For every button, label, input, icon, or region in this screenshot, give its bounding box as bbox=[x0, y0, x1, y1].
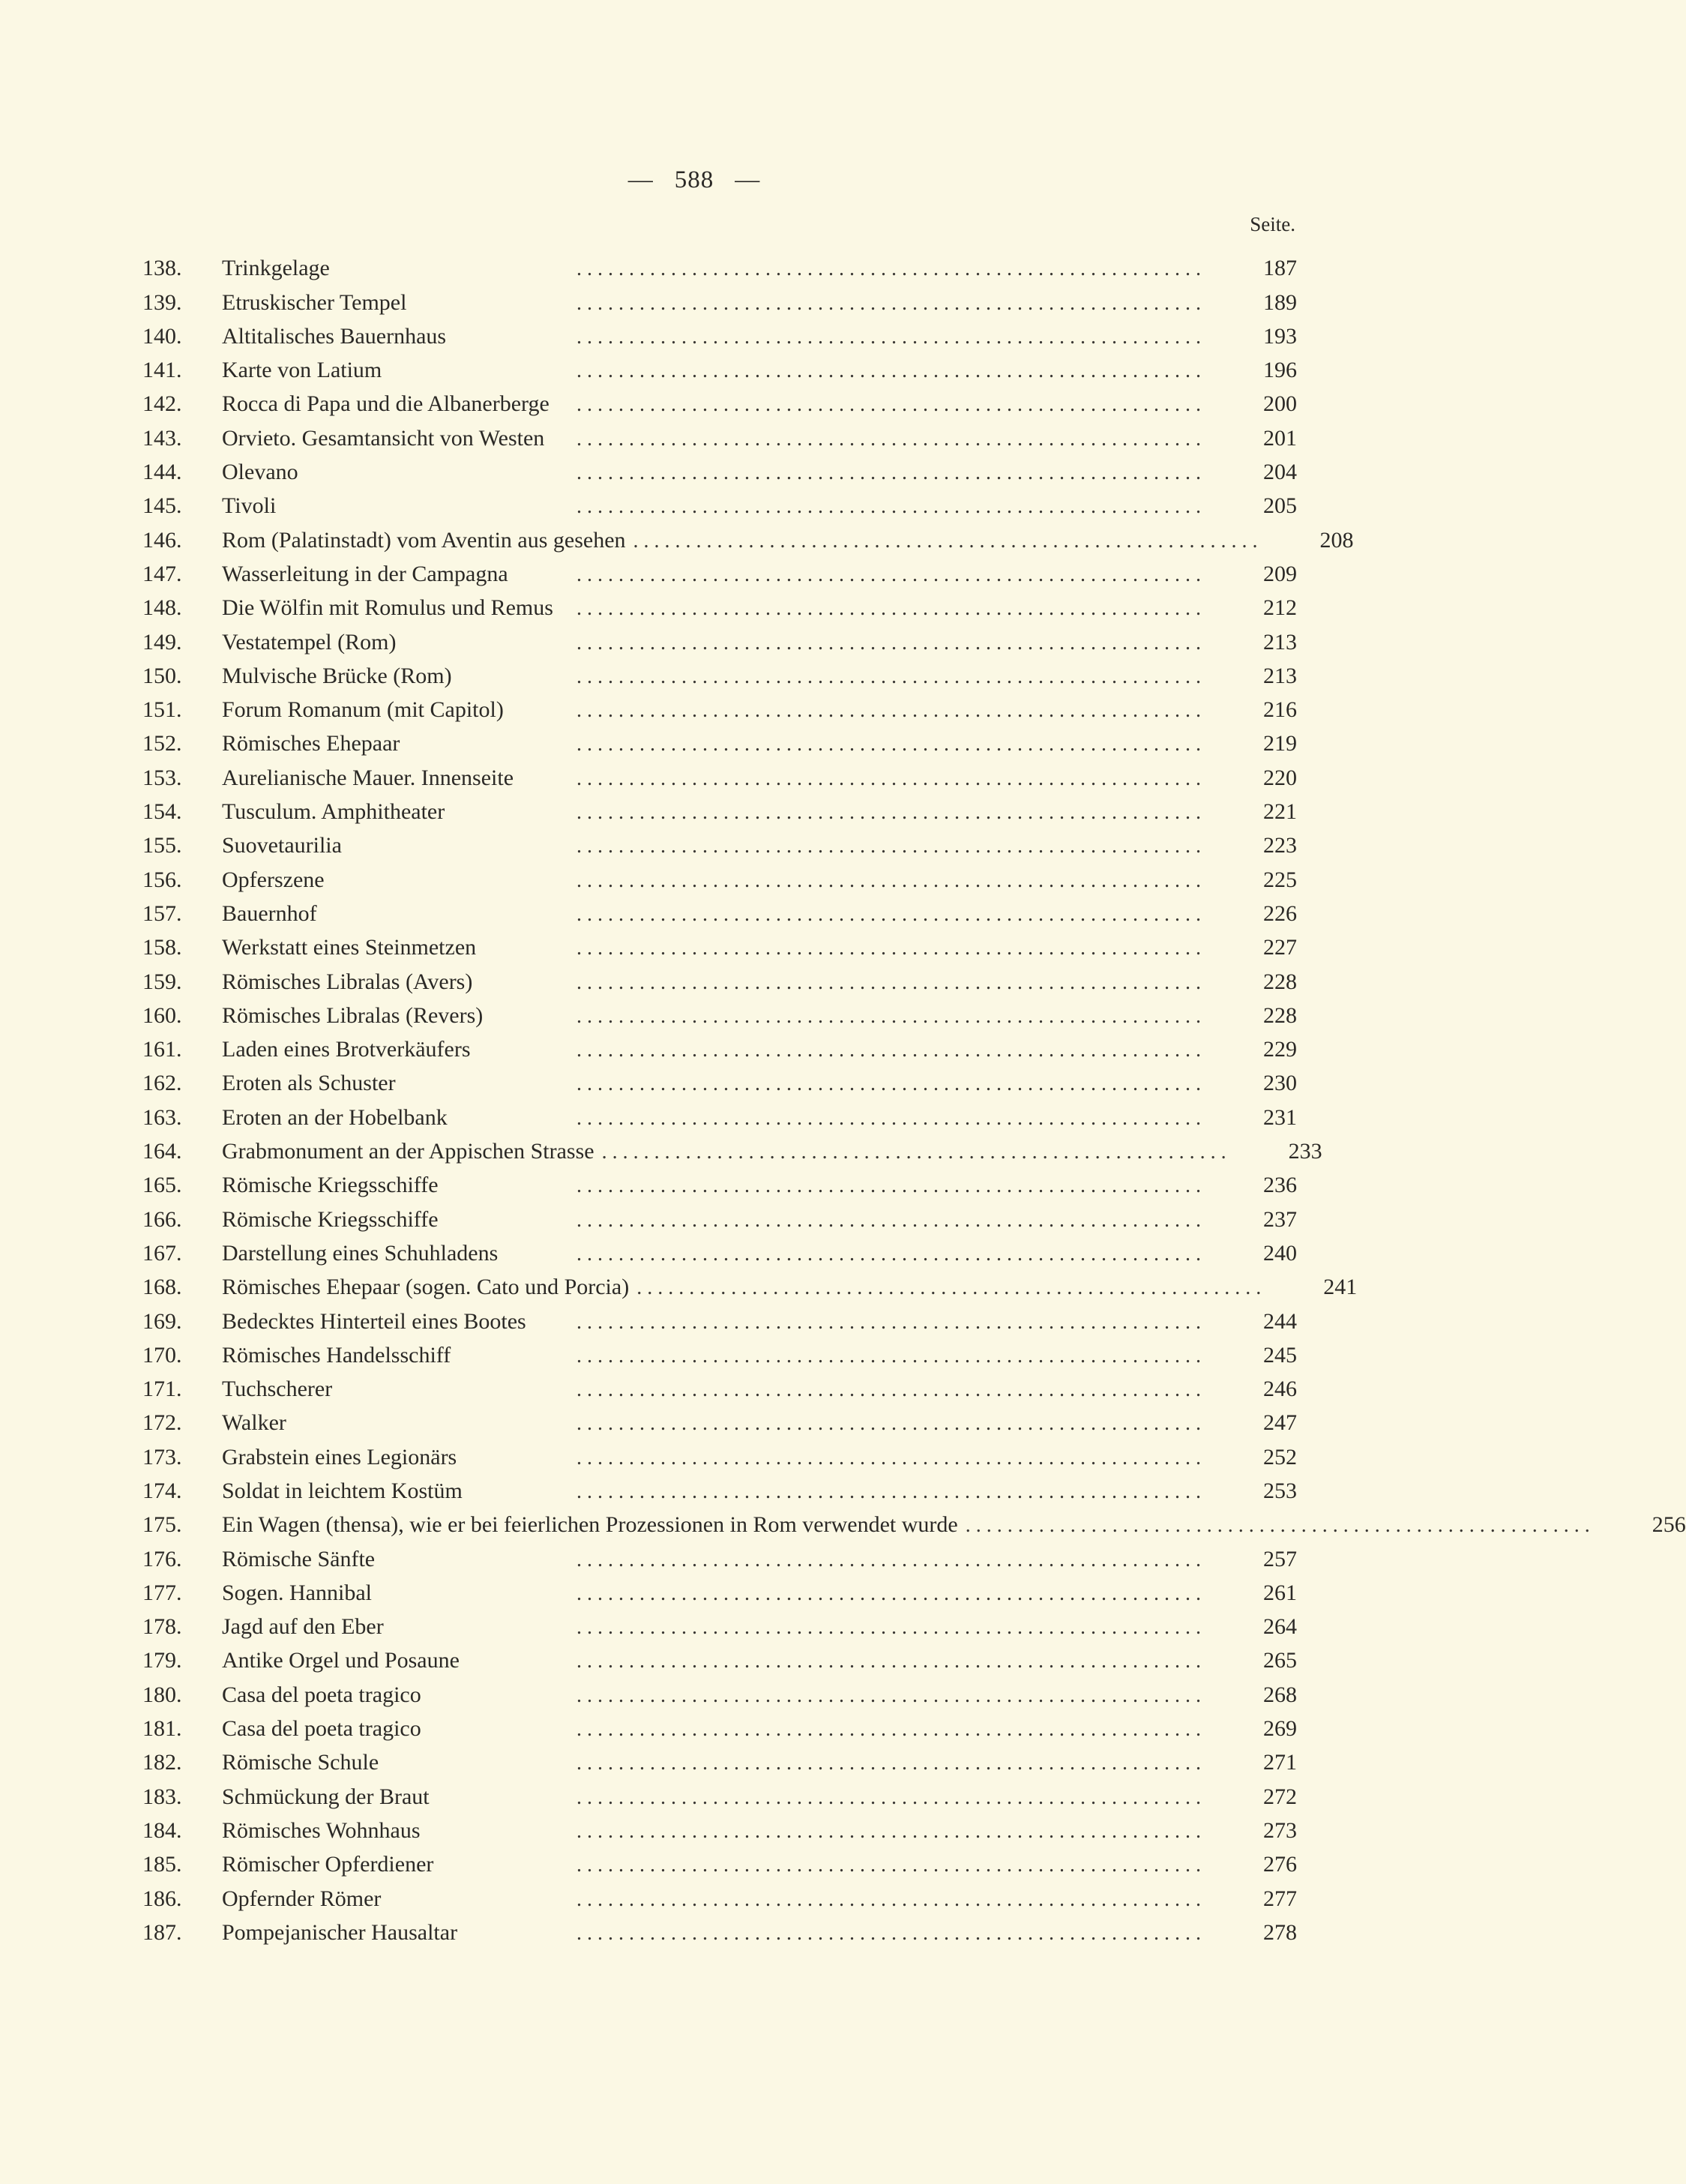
entry-number: 150. bbox=[142, 663, 182, 688]
list-item bbox=[142, 1233, 1297, 1266]
entry-title: Casa del poeta tragico bbox=[222, 1682, 421, 1707]
list-item bbox=[142, 587, 1297, 621]
entry-number: 182. bbox=[142, 1750, 182, 1775]
entry-page: 271 bbox=[1263, 1750, 1297, 1775]
entry-page: 273 bbox=[1263, 1817, 1297, 1843]
entry-title: Opfernder Römer bbox=[222, 1886, 382, 1911]
dot-leader: . . . . . . . . . . . . . . . . . . . . . . . . . . . . . . . . . . . . . . . . . . . . . . . . . . . . . . . . . . . . bbox=[576, 1479, 1201, 1503]
entry-title: Altitalisches Bauernhaus bbox=[222, 323, 447, 349]
list-item bbox=[142, 1300, 1297, 1334]
entry-title: Soldat in leichtem Kostüm bbox=[222, 1478, 463, 1503]
dot-leader: . . . . . . . . . . . . . . . . . . . . . . . . . . . . . . . . . . . . . . . . . . . . . . . . . . . . . . . . . . . . bbox=[576, 461, 1201, 485]
entry-page: 226 bbox=[1263, 900, 1297, 926]
entry-number: 161. bbox=[142, 1037, 182, 1062]
entry-title: Vestatempel (Rom) bbox=[222, 629, 397, 655]
dot-leader: . . . . . . . . . . . . . . . . . . . . . . . . . . . . . . . . . . . . . . . . . . . . . . . . . . . . . . . . . . . . bbox=[576, 631, 1201, 655]
entry-number: 147. bbox=[142, 561, 182, 586]
entry-page: 247 bbox=[1263, 1410, 1297, 1436]
entry-title: Laden eines Brotverkäufers bbox=[222, 1037, 471, 1062]
list-item bbox=[142, 1606, 1297, 1640]
list-item bbox=[142, 1572, 1297, 1606]
entry-title: Wasserleitung in der Campagna bbox=[222, 561, 508, 586]
list-item bbox=[142, 1096, 1297, 1130]
entry-title: Bauernhof bbox=[222, 900, 317, 926]
entry-page: 228 bbox=[1263, 1002, 1297, 1028]
list-item bbox=[142, 1402, 1297, 1436]
entry-title: Opferszene bbox=[222, 867, 325, 892]
entry-title: Grabstein eines Legionärs bbox=[222, 1444, 457, 1469]
dot-leader: . . . . . . . . . . . . . . . . . . . . . . . . . . . . . . . . . . . . . . . . . . . . . . . . . . . . . . . . . . . . bbox=[576, 1718, 1201, 1742]
entry-page: 228 bbox=[1263, 969, 1297, 994]
entry-title: Orvieto. Gesamtansicht von Westen bbox=[222, 425, 545, 451]
list-item bbox=[142, 960, 1297, 994]
entry-title: Sogen. Hannibal bbox=[222, 1580, 372, 1605]
entry-number: 151. bbox=[142, 697, 182, 723]
entry-title: Karte von Latium bbox=[222, 358, 382, 383]
entry-title: Werkstatt eines Steinmetzen bbox=[222, 935, 477, 960]
entry-number: 141. bbox=[142, 358, 182, 383]
entry-title: Casa del poeta tragico bbox=[222, 1716, 421, 1742]
list-item bbox=[142, 995, 1297, 1029]
entry-title: Walker bbox=[222, 1410, 286, 1436]
list-item bbox=[142, 756, 1297, 790]
dot-leader: . . . . . . . . . . . . . . . . . . . . . . . . . . . . . . . . . . . . . . . . . . . . . . . . . . . . . . . . . . . . bbox=[576, 1242, 1201, 1266]
dash-right: — bbox=[735, 166, 761, 193]
dot-leader: . . . . . . . . . . . . . . . . . . . . . . . . . . . . . . . . . . . . . . . . . . . . . . . . . . . . . . . . . . . . bbox=[576, 1921, 1201, 1945]
entry-page: 216 bbox=[1263, 697, 1297, 723]
dot-leader: . . . . . . . . . . . . . . . . . . . . . . . . . . . . . . . . . . . . . . . . . . . . . . . . . . . . . . . . . . . . bbox=[576, 1004, 1201, 1028]
entry-number: 179. bbox=[142, 1648, 182, 1673]
entry-title: Römische Kriegsschiffe bbox=[222, 1206, 439, 1232]
dot-leader: . . . . . . . . . . . . . . . . . . . . . . . . . . . . . . . . . . . . . . . . . . . . . . . . . . . . . . . . . . . . bbox=[576, 393, 1201, 417]
list-item bbox=[142, 1742, 1297, 1775]
entry-number: 149. bbox=[142, 629, 182, 655]
entry-title: Pompejanischer Hausaltar bbox=[222, 1919, 458, 1945]
entry-number: 158. bbox=[142, 935, 182, 960]
dot-leader: . . . . . . . . . . . . . . . . . . . . . . . . . . . . . . . . . . . . . . . . . . . . . . . . . . . . . . . . . . . . bbox=[601, 1140, 1226, 1164]
entry-number: 183. bbox=[142, 1784, 182, 1809]
entry-number: 177. bbox=[142, 1580, 182, 1605]
entry-number: 171. bbox=[142, 1377, 182, 1402]
entry-title: Römische Schule bbox=[222, 1750, 379, 1775]
entry-page: 221 bbox=[1263, 799, 1297, 825]
list-item bbox=[142, 1164, 1297, 1198]
entry-title: Antike Orgel und Posaune bbox=[222, 1648, 460, 1673]
entry-number: 145. bbox=[142, 493, 182, 519]
entry-page: 201 bbox=[1263, 425, 1297, 451]
entry-title: Suovetaurilia bbox=[222, 833, 342, 858]
entry-page: 196 bbox=[1263, 358, 1297, 383]
entry-title: Römisches Libralas (Avers) bbox=[222, 969, 473, 994]
entry-page: 269 bbox=[1263, 1716, 1297, 1742]
list-item bbox=[142, 1810, 1297, 1844]
entry-number: 185. bbox=[142, 1852, 182, 1877]
entry-page: 253 bbox=[1263, 1478, 1297, 1503]
page-column-label: Seite. bbox=[1250, 213, 1295, 235]
list-item bbox=[142, 621, 1297, 655]
entry-title: Römische Kriegsschiffe bbox=[222, 1173, 439, 1198]
entry-page: 229 bbox=[1263, 1037, 1297, 1062]
entry-page: 209 bbox=[1263, 561, 1297, 586]
entry-title: Tuchscherer bbox=[222, 1377, 333, 1402]
dot-leader: . . . . . . . . . . . . . . . . . . . . . . . . . . . . . . . . . . . . . . . . . . . . . . . . . . . . . . . . . . . . bbox=[576, 664, 1201, 688]
dot-leader: . . . . . . . . . . . . . . . . . . . . . . . . . . . . . . . . . . . . . . . . . . . . . . . . . . . . . . . . . . . . bbox=[576, 1344, 1201, 1368]
entry-number: 167. bbox=[142, 1240, 182, 1266]
list-item bbox=[142, 1470, 1297, 1504]
dot-leader: . . . . . . . . . . . . . . . . . . . . . . . . . . . . . . . . . . . . . . . . . . . . . . . . . . . . . . . . . . . . bbox=[576, 1887, 1201, 1911]
entry-page: 193 bbox=[1263, 323, 1297, 349]
list-item bbox=[142, 1368, 1297, 1402]
page-number-header bbox=[0, 166, 1388, 194]
entry-page: 237 bbox=[1263, 1206, 1297, 1232]
dot-leader: . . . . . . . . . . . . . . . . . . . . . . . . . . . . . . . . . . . . . . . . . . . . . . . . . . . . . . . . . . . . bbox=[576, 1751, 1201, 1775]
list-item bbox=[142, 1844, 1297, 1877]
list-item bbox=[142, 281, 1297, 315]
list-item bbox=[142, 451, 1297, 485]
entry-title: Ein Wagen (thensa), wie er bei feierlichen Prozessionen in Rom verwendet wurde bbox=[222, 1512, 958, 1538]
entry-title: Etruskischer Tempel bbox=[222, 289, 407, 315]
entry-number: 172. bbox=[142, 1410, 182, 1436]
dot-leader: . . . . . . . . . . . . . . . . . . . . . . . . . . . . . . . . . . . . . . . . . . . . . . . . . . . . . . . . . . . . bbox=[576, 1208, 1201, 1232]
entry-title: Rom (Palatinstadt) vom Aventin aus gesehen bbox=[222, 527, 626, 553]
entry-number: 175. bbox=[142, 1512, 182, 1538]
entry-page: 264 bbox=[1263, 1614, 1297, 1640]
entry-page: 236 bbox=[1263, 1173, 1297, 1198]
entry-page: 204 bbox=[1263, 460, 1297, 485]
entry-number: 153. bbox=[142, 765, 182, 790]
entry-title: Aurelianische Mauer. Innenseite bbox=[222, 765, 514, 790]
entry-title: Eroten als Schuster bbox=[222, 1071, 396, 1096]
dot-leader: . . . . . . . . . . . . . . . . . . . . . . . . . . . . . . . . . . . . . . . . . . . . . . . . . . . . . . . . . . . . bbox=[576, 699, 1201, 723]
entry-page: 240 bbox=[1263, 1240, 1297, 1266]
dot-leader: . . . . . . . . . . . . . . . . . . . . . . . . . . . . . . . . . . . . . . . . . . . . . . . . . . . . . . . . . . . . bbox=[576, 801, 1201, 825]
entry-number: 146. bbox=[142, 527, 182, 553]
entry-page: 200 bbox=[1263, 391, 1297, 417]
dot-leader: . . . . . . . . . . . . . . . . . . . . . . . . . . . . . . . . . . . . . . . . . . . . . . . . . . . . . . . . . . . . bbox=[576, 427, 1201, 451]
list-item bbox=[142, 417, 1297, 451]
entry-title: Römische Sänfte bbox=[222, 1546, 376, 1571]
dot-leader: . . . . . . . . . . . . . . . . . . . . . . . . . . . . . . . . . . . . . . . . . . . . . . . . . . . . . . . . . . . . bbox=[576, 495, 1201, 519]
entry-number: 148. bbox=[142, 595, 182, 621]
entry-number: 154. bbox=[142, 799, 182, 825]
entry-page: 246 bbox=[1263, 1377, 1297, 1402]
dot-leader: . . . . . . . . . . . . . . . . . . . . . . . . . . . . . . . . . . . . . . . . . . . . . . . . . . . . . . . . . . . . bbox=[636, 1276, 1262, 1300]
entry-title: Forum Romanum (mit Capitol) bbox=[222, 697, 504, 723]
list-item bbox=[142, 553, 1297, 587]
dot-leader: . . . . . . . . . . . . . . . . . . . . . . . . . . . . . . . . . . . . . . . . . . . . . . . . . . . . . . . . . . . . bbox=[576, 562, 1201, 586]
entry-page: 265 bbox=[1263, 1648, 1297, 1673]
dot-leader: . . . . . . . . . . . . . . . . . . . . . . . . . . . . . . . . . . . . . . . . . . . . . . . . . . . . . . . . . . . . bbox=[576, 291, 1201, 315]
list-item bbox=[142, 1062, 1297, 1096]
entry-page: 276 bbox=[1263, 1852, 1297, 1877]
entry-page: 261 bbox=[1263, 1580, 1297, 1605]
entry-page: 219 bbox=[1263, 731, 1297, 756]
entry-title: Trinkgelage bbox=[222, 256, 330, 281]
entry-page: 187 bbox=[1263, 256, 1297, 281]
entry-page: 277 bbox=[1263, 1886, 1297, 1911]
list-item bbox=[142, 1131, 1322, 1164]
list-item bbox=[142, 791, 1297, 825]
entry-page: 244 bbox=[1263, 1308, 1297, 1334]
entry-title: Römisches Wohnhaus bbox=[222, 1817, 421, 1843]
list-item bbox=[142, 1029, 1297, 1062]
list-item bbox=[142, 1877, 1297, 1911]
entry-page: 278 bbox=[1263, 1919, 1297, 1945]
entry-title: Römischer Opferdiener bbox=[222, 1852, 434, 1877]
dot-leader: . . . . . . . . . . . . . . . . . . . . . . . . . . . . . . . . . . . . . . . . . . . . . . . . . . . . . . . . . . . . bbox=[576, 868, 1201, 892]
entry-page: 257 bbox=[1263, 1546, 1297, 1571]
list-item bbox=[142, 723, 1297, 756]
list-item bbox=[142, 825, 1297, 858]
entry-number: 138. bbox=[142, 256, 182, 281]
entry-number: 169. bbox=[142, 1308, 182, 1334]
entry-number: 180. bbox=[142, 1682, 182, 1707]
page-number: 588 bbox=[674, 166, 714, 193]
entry-page: 231 bbox=[1263, 1104, 1297, 1130]
list-item bbox=[142, 1335, 1297, 1368]
entry-page: 223 bbox=[1263, 833, 1297, 858]
dot-leader: . . . . . . . . . . . . . . . . . . . . . . . . . . . . . . . . . . . . . . . . . . . . . . . . . . . . . . . . . . . . bbox=[576, 970, 1201, 994]
dot-leader: . . . . . . . . . . . . . . . . . . . . . . . . . . . . . . . . . . . . . . . . . . . . . . . . . . . . . . . . . . . . bbox=[576, 834, 1201, 858]
dot-leader: . . . . . . . . . . . . . . . . . . . . . . . . . . . . . . . . . . . . . . . . . . . . . . . . . . . . . . . . . . . . bbox=[576, 257, 1201, 281]
dot-leader: . . . . . . . . . . . . . . . . . . . . . . . . . . . . . . . . . . . . . . . . . . . . . . . . . . . . . . . . . . . . bbox=[576, 1412, 1201, 1436]
entry-title: Olevano bbox=[222, 460, 298, 485]
entry-number: 170. bbox=[142, 1342, 182, 1368]
entry-title: Mulvische Brücke (Rom) bbox=[222, 663, 452, 688]
list-item bbox=[142, 349, 1297, 383]
dash-left: — bbox=[627, 166, 654, 193]
entry-number: 165. bbox=[142, 1173, 182, 1198]
entry-title: Rocca di Papa und die Albanerberge bbox=[222, 391, 550, 417]
entry-page: 225 bbox=[1263, 867, 1297, 892]
entry-number: 184. bbox=[142, 1817, 182, 1843]
dot-leader: . . . . . . . . . . . . . . . . . . . . . . . . . . . . . . . . . . . . . . . . . . . . . . . . . . . . . . . . . . . . bbox=[576, 1174, 1201, 1198]
dot-leader: . . . . . . . . . . . . . . . . . . . . . . . . . . . . . . . . . . . . . . . . . . . . . . . . . . . . . . . . . . . . bbox=[576, 936, 1201, 960]
entry-number: 159. bbox=[142, 969, 182, 994]
entry-number: 173. bbox=[142, 1444, 182, 1469]
entry-number: 178. bbox=[142, 1614, 182, 1640]
entry-title: Römisches Handelsschiff bbox=[222, 1342, 451, 1368]
list-item bbox=[142, 893, 1297, 927]
entry-title: Tivoli bbox=[222, 493, 277, 519]
entry-page: 213 bbox=[1263, 629, 1297, 655]
entry-page: 230 bbox=[1263, 1071, 1297, 1096]
dot-leader: . . . . . . . . . . . . . . . . . . . . . . . . . . . . . . . . . . . . . . . . . . . . . . . . . . . . . . . . . . . . bbox=[576, 1038, 1201, 1062]
entry-page: 272 bbox=[1263, 1784, 1297, 1809]
entry-title: Darstellung eines Schuhladens bbox=[222, 1240, 499, 1266]
entry-number: 144. bbox=[142, 460, 182, 485]
dot-leader: . . . . . . . . . . . . . . . . . . . . . . . . . . . . . . . . . . . . . . . . . . . . . . . . . . . . . . . . . . . . bbox=[576, 1683, 1201, 1707]
entry-title: Römisches Libralas (Revers) bbox=[222, 1002, 484, 1028]
entry-page: 268 bbox=[1263, 1682, 1297, 1707]
entry-number: 142. bbox=[142, 391, 182, 417]
list-item bbox=[142, 383, 1297, 417]
dot-leader: . . . . . . . . . . . . . . . . . . . . . . . . . . . . . . . . . . . . . . . . . . . . . . . . . . . . . . . . . . . . bbox=[633, 529, 1258, 553]
entry-number: 156. bbox=[142, 867, 182, 892]
entry-number: 168. bbox=[142, 1275, 182, 1300]
dot-leader: . . . . . . . . . . . . . . . . . . . . . . . . . . . . . . . . . . . . . . . . . . . . . . . . . . . . . . . . . . . . bbox=[576, 597, 1201, 621]
illustration-list bbox=[142, 247, 1686, 1946]
dot-leader: . . . . . . . . . . . . . . . . . . . . . . . . . . . . . . . . . . . . . . . . . . . . . . . . . . . . . . . . . . . . bbox=[576, 902, 1201, 926]
entry-page: 233 bbox=[1288, 1139, 1322, 1164]
dot-leader: . . . . . . . . . . . . . . . . . . . . . . . . . . . . . . . . . . . . . . . . . . . . . . . . . . . . . . . . . . . . bbox=[576, 1378, 1201, 1402]
entry-number: 143. bbox=[142, 425, 182, 451]
entry-page: 241 bbox=[1323, 1275, 1358, 1300]
entry-number: 140. bbox=[142, 323, 182, 349]
entry-number: 166. bbox=[142, 1206, 182, 1232]
entry-page: 212 bbox=[1263, 595, 1297, 621]
entry-number: 157. bbox=[142, 900, 182, 926]
dot-leader: . . . . . . . . . . . . . . . . . . . . . . . . . . . . . . . . . . . . . . . . . . . . . . . . . . . . . . . . . . . . bbox=[576, 1649, 1201, 1673]
list-item bbox=[142, 247, 1297, 281]
entry-title: Römisches Ehepaar (sogen. Cato und Porcia) bbox=[222, 1275, 630, 1300]
entry-title: Eroten an der Hobelbank bbox=[222, 1104, 448, 1130]
dot-leader: . . . . . . . . . . . . . . . . . . . . . . . . . . . . . . . . . . . . . . . . . . . . . . . . . . . . . . . . . . . . bbox=[576, 325, 1201, 349]
entry-number: 187. bbox=[142, 1919, 182, 1945]
entry-number: 174. bbox=[142, 1478, 182, 1503]
entry-page: 213 bbox=[1263, 663, 1297, 688]
list-item bbox=[142, 519, 1354, 553]
entry-number: 139. bbox=[142, 289, 182, 315]
list-item bbox=[142, 1198, 1297, 1232]
dot-leader: . . . . . . . . . . . . . . . . . . . . . . . . . . . . . . . . . . . . . . . . . . . . . . . . . . . . . . . . . . . . bbox=[576, 766, 1201, 790]
list-item bbox=[142, 1775, 1297, 1809]
dot-leader: . . . . . . . . . . . . . . . . . . . . . . . . . . . . . . . . . . . . . . . . . . . . . . . . . . . . . . . . . . . . bbox=[576, 1106, 1201, 1130]
entry-title: Jagd auf den Eber bbox=[222, 1614, 384, 1640]
list-item bbox=[142, 655, 1297, 689]
dot-leader: . . . . . . . . . . . . . . . . . . . . . . . . . . . . . . . . . . . . . . . . . . . . . . . . . . . . . . . . . . . . bbox=[576, 1310, 1201, 1334]
entry-page: 208 bbox=[1319, 527, 1354, 553]
entry-page: 256 bbox=[1652, 1512, 1686, 1538]
entry-page: 220 bbox=[1263, 765, 1297, 790]
entry-number: 164. bbox=[142, 1139, 182, 1164]
list-item bbox=[142, 858, 1297, 892]
list-item bbox=[142, 1912, 1297, 1946]
entry-title: Grabmonument an der Appischen Strasse bbox=[222, 1139, 594, 1164]
dot-leader: . . . . . . . . . . . . . . . . . . . . . . . . . . . . . . . . . . . . . . . . . . . . . . . . . . . . . . . . . . . . bbox=[576, 1446, 1201, 1469]
entry-title: Schmückung der Braut bbox=[222, 1784, 430, 1809]
dot-leader: . . . . . . . . . . . . . . . . . . . . . . . . . . . . . . . . . . . . . . . . . . . . . . . . . . . . . . . . . . . . bbox=[576, 1853, 1201, 1877]
entry-title: Bedecktes Hinterteil eines Bootes bbox=[222, 1308, 526, 1334]
entry-page: 227 bbox=[1263, 935, 1297, 960]
entry-page: 189 bbox=[1263, 289, 1297, 315]
list-item bbox=[142, 1504, 1686, 1538]
entry-title: Die Wölfin mit Romulus und Remus bbox=[222, 595, 553, 621]
entry-number: 176. bbox=[142, 1546, 182, 1571]
dot-leader: . . . . . . . . . . . . . . . . . . . . . . . . . . . . . . . . . . . . . . . . . . . . . . . . . . . . . . . . . . . . bbox=[576, 1072, 1201, 1096]
list-item bbox=[142, 1708, 1297, 1742]
entry-number: 186. bbox=[142, 1886, 182, 1911]
entry-page: 205 bbox=[1263, 493, 1297, 519]
list-item bbox=[142, 1640, 1297, 1673]
entry-page: 252 bbox=[1263, 1444, 1297, 1469]
list-item bbox=[142, 1266, 1358, 1300]
list-item bbox=[142, 1673, 1297, 1707]
list-item bbox=[142, 485, 1297, 519]
list-item bbox=[142, 689, 1297, 723]
dot-leader: . . . . . . . . . . . . . . . . . . . . . . . . . . . . . . . . . . . . . . . . . . . . . . . . . . . . . . . . . . . . bbox=[965, 1514, 1590, 1538]
dot-leader: . . . . . . . . . . . . . . . . . . . . . . . . . . . . . . . . . . . . . . . . . . . . . . . . . . . . . . . . . . . . bbox=[576, 1581, 1201, 1605]
list-item bbox=[142, 316, 1297, 349]
dot-leader: . . . . . . . . . . . . . . . . . . . . . . . . . . . . . . . . . . . . . . . . . . . . . . . . . . . . . . . . . . . . bbox=[576, 732, 1201, 756]
entry-number: 152. bbox=[142, 731, 182, 756]
dot-leader: . . . . . . . . . . . . . . . . . . . . . . . . . . . . . . . . . . . . . . . . . . . . . . . . . . . . . . . . . . . . bbox=[576, 1547, 1201, 1571]
entry-number: 163. bbox=[142, 1104, 182, 1130]
list-item bbox=[142, 1538, 1297, 1571]
entry-number: 162. bbox=[142, 1071, 182, 1096]
entry-title: Tusculum. Amphitheater bbox=[222, 799, 445, 825]
list-item bbox=[142, 1436, 1297, 1469]
entry-number: 160. bbox=[142, 1002, 182, 1028]
dot-leader: . . . . . . . . . . . . . . . . . . . . . . . . . . . . . . . . . . . . . . . . . . . . . . . . . . . . . . . . . . . . bbox=[576, 1785, 1201, 1809]
dot-leader: . . . . . . . . . . . . . . . . . . . . . . . . . . . . . . . . . . . . . . . . . . . . . . . . . . . . . . . . . . . . bbox=[576, 1819, 1201, 1843]
entry-number: 155. bbox=[142, 833, 182, 858]
list-item bbox=[142, 927, 1297, 960]
entry-page: 245 bbox=[1263, 1342, 1297, 1368]
entry-number: 181. bbox=[142, 1716, 182, 1742]
dot-leader: . . . . . . . . . . . . . . . . . . . . . . . . . . . . . . . . . . . . . . . . . . . . . . . . . . . . . . . . . . . . bbox=[576, 359, 1201, 383]
entry-title: Römisches Ehepaar bbox=[222, 731, 400, 756]
dot-leader: . . . . . . . . . . . . . . . . . . . . . . . . . . . . . . . . . . . . . . . . . . . . . . . . . . . . . . . . . . . . bbox=[576, 1616, 1201, 1640]
